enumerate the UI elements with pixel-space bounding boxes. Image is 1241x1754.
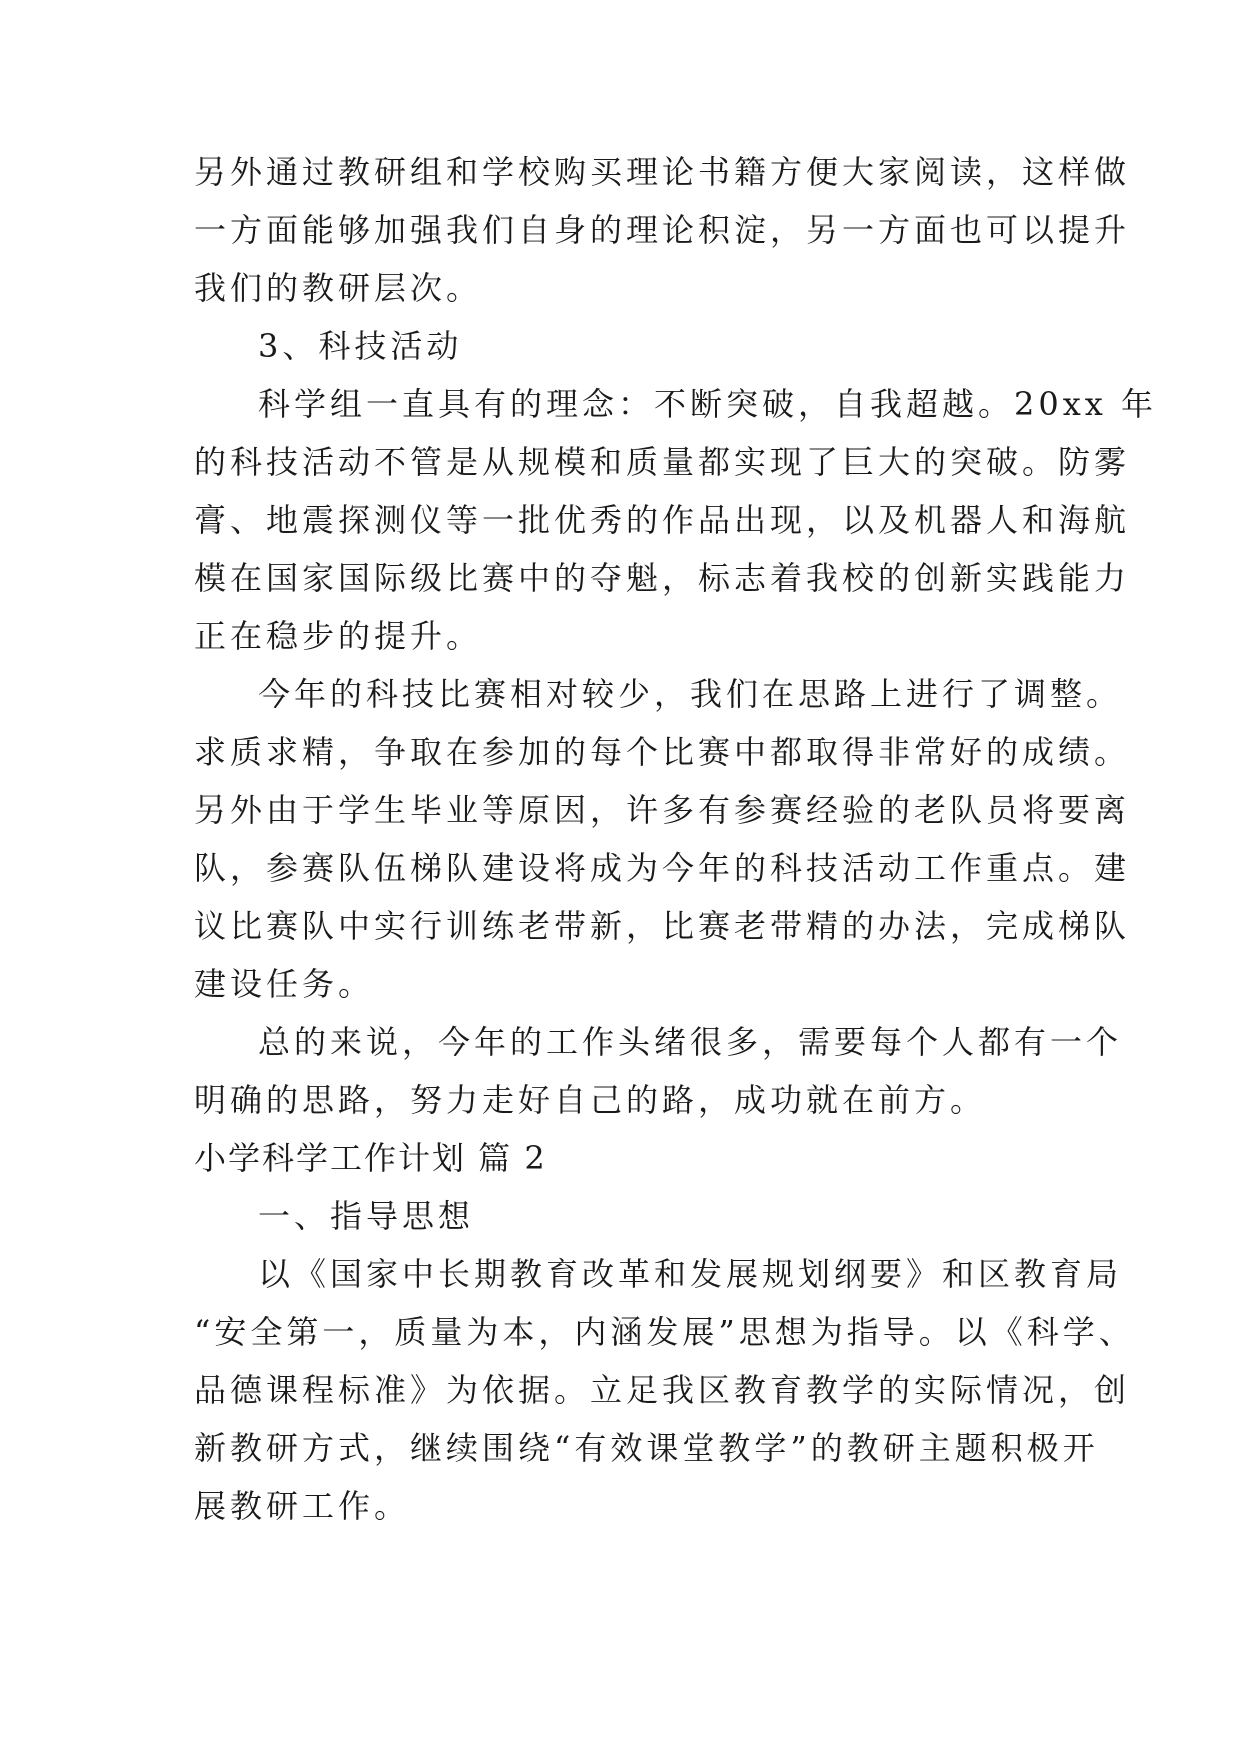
paragraph-line: 展教研工作。 (194, 1487, 411, 1525)
paragraph-line: 明确的思路，努力走好自己的路，成功就在前方。 (194, 1081, 987, 1119)
paragraph-line: 以《国家中长期教育改革和发展规划纲要》和区教育局 (258, 1255, 1123, 1293)
paragraph-line: 膏、地震探测仪等一批优秀的作品出现，以及机器人和海航 (194, 501, 1131, 539)
paragraph-line: 另外通过教研组和学校购买理论书籍方便大家阅读，这样做 (194, 153, 1131, 191)
paragraph-line: 品德课程标准》为依据。立足我区教育教学的实际情况，创 (194, 1371, 1131, 1409)
paragraph-line: 新教研方式，继续围绕“有效课堂教学”的教研主题积极开 (194, 1429, 1099, 1467)
paragraph-line: 的科技活动不管是从规模和质量都实现了巨大的突破。防雾 (194, 443, 1131, 481)
paragraph-line: 正在稳步的提升。 (194, 617, 483, 655)
paragraph-line: 一方面能够加强我们自身的理论积淀，另一方面也可以提升 (194, 211, 1131, 249)
paragraph-line: 我们的教研层次。 (194, 269, 483, 307)
paragraph-line: 队，参赛队伍梯队建设将成为今年的科技活动工作重点。建 (194, 849, 1131, 887)
paragraph-line: 今年的科技比赛相对较少，我们在思路上进行了调整。 (258, 675, 1123, 713)
paragraph-line: 另外由于学生毕业等原因，许多有参赛经验的老队员将要离 (194, 791, 1131, 829)
paragraph-line: “安全第一，质量为本，内涵发展”思想为指导。以《科学、 (194, 1313, 1135, 1351)
paragraph-line: 模在国家国际级比赛中的夺魁，标志着我校的创新实践能力 (194, 559, 1131, 597)
section-heading: 一、指导思想 (258, 1197, 475, 1235)
paragraph-line: 总的来说，今年的工作头绪很多，需要每个人都有一个 (258, 1023, 1123, 1061)
paragraph-line: 科学组一直具有的理念：不断突破，自我超越。20xx 年 (258, 385, 1157, 423)
paragraph-line: 议比赛队中实行训练老带新，比赛老带精的办法，完成梯队 (194, 907, 1131, 945)
paragraph-line: 求质求精，争取在参加的每个比赛中都取得非常好的成绩。 (194, 733, 1131, 771)
paragraph-line: 建设任务。 (194, 965, 375, 1003)
section-heading: 3、科技活动 (258, 327, 463, 365)
article-title: 小学科学工作计划 篇 2 (194, 1139, 547, 1177)
